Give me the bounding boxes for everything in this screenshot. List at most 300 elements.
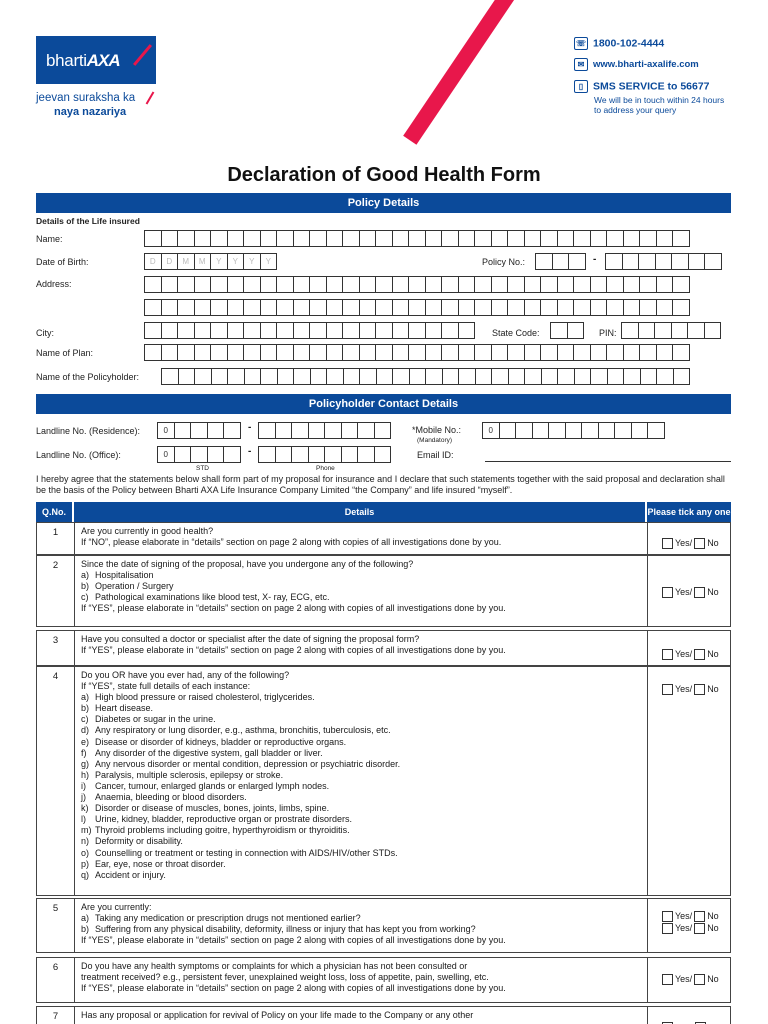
dob-char-box[interactable]: Y [243,253,261,270]
char-box[interactable] [342,299,360,316]
char-box[interactable] [392,368,410,385]
char-box[interactable] [178,368,196,385]
char-box[interactable] [194,276,212,293]
life-insured-subheading: Details of the Life insured [36,216,140,226]
char-box[interactable] [688,253,706,270]
char-box[interactable] [458,368,476,385]
char-box[interactable] [474,230,492,247]
char-box[interactable] [276,344,294,361]
address-line1-field[interactable] [144,276,690,293]
char-box[interactable] [548,422,566,439]
char-box[interactable] [598,422,616,439]
list-item-key: c) [81,714,89,725]
char-box[interactable] [639,344,657,361]
char-box[interactable] [177,230,195,247]
char-box[interactable] [243,344,261,361]
char-box[interactable] [223,422,241,439]
char-box[interactable] [442,368,460,385]
char-box[interactable] [408,322,426,339]
list-item [81,781,641,792]
dob-char-box[interactable]: Y [227,253,245,270]
policy-no-field[interactable] [605,253,722,270]
char-box[interactable] [144,344,162,361]
char-box[interactable] [144,230,162,247]
char-box[interactable] [458,230,476,247]
char-box[interactable] [293,344,311,361]
q5-answer: Yes/ No Yes/ No [648,899,730,934]
char-box[interactable] [308,422,326,439]
char-box[interactable] [425,230,443,247]
list-item-key: a) [81,570,90,581]
char-box[interactable] [409,368,427,385]
char-box[interactable] [243,276,261,293]
char-box[interactable]: 0 [157,446,175,463]
char-box[interactable] [622,253,640,270]
char-box[interactable] [640,368,658,385]
char-box[interactable] [441,299,459,316]
q7-answer [648,1007,730,1024]
char-box[interactable] [425,322,443,339]
char-box[interactable] [474,276,492,293]
char-box[interactable] [557,276,575,293]
char-box[interactable] [623,230,641,247]
char-box[interactable] [524,299,542,316]
char-box[interactable] [672,276,690,293]
landline-residence-label: Landline No. (Residence): [36,426,141,436]
char-box[interactable] [408,230,426,247]
char-box[interactable] [425,276,443,293]
char-box[interactable] [392,344,410,361]
char-box[interactable] [540,230,558,247]
q5a-no-checkbox[interactable] [694,911,705,922]
char-box[interactable] [359,368,377,385]
declaration-text: I hereby agree that the statements below shall form part of my proposal for insurance and I declare that such statements together with the said proposal and declaration shall be the basis of the Policy between Bharti AXA Life Insurance Company Limited “the Company” and life insured “myself”. [36,474,725,495]
dob-char-box[interactable]: M [194,253,212,270]
char-box[interactable] [656,230,674,247]
char-box[interactable] [535,253,553,270]
char-box[interactable] [552,253,570,270]
char-box[interactable] [623,344,641,361]
char-box[interactable] [375,276,393,293]
char-box[interactable] [392,230,410,247]
char-box[interactable] [161,368,179,385]
char-box[interactable] [606,230,624,247]
char-box[interactable] [376,368,394,385]
q4-yes-checkbox[interactable] [662,684,673,695]
char-box[interactable] [359,276,377,293]
char-box[interactable] [687,322,705,339]
char-box[interactable] [260,299,278,316]
char-box[interactable] [631,422,649,439]
char-box[interactable] [293,322,311,339]
char-box[interactable] [177,322,195,339]
char-box[interactable] [374,446,392,463]
landline-office-phone-field[interactable] [258,446,391,463]
char-box[interactable] [210,299,228,316]
char-box[interactable] [324,422,342,439]
char-box[interactable] [342,276,360,293]
char-box[interactable] [374,422,392,439]
web-contact[interactable]: ✉ www.bharti-axalife.com [574,58,699,71]
dob-char-box[interactable]: D [161,253,179,270]
char-box[interactable] [276,276,294,293]
char-box[interactable] [568,253,586,270]
char-box[interactable] [458,344,476,361]
q3-yes-checkbox[interactable] [662,649,673,660]
char-box[interactable] [260,276,278,293]
char-box[interactable] [309,322,327,339]
char-box[interactable] [425,344,443,361]
char-box[interactable] [341,422,359,439]
char-box[interactable] [540,276,558,293]
char-box[interactable] [227,322,245,339]
char-box[interactable] [408,299,426,316]
char-box[interactable] [275,446,293,463]
landline-office-std-field[interactable] [157,446,241,463]
char-box[interactable] [258,446,276,463]
char-box[interactable] [574,368,592,385]
list-item-text: Anaemia, bleeding or blood disorders. [95,792,247,803]
char-box[interactable] [573,299,591,316]
char-box[interactable] [194,322,212,339]
char-box[interactable] [672,230,690,247]
char-box[interactable] [557,344,575,361]
contact-details-header: Policyholder Contact Details [36,394,731,414]
char-box[interactable] [606,299,624,316]
char-box[interactable] [441,322,459,339]
char-box[interactable] [392,276,410,293]
char-box[interactable] [359,344,377,361]
char-box[interactable] [326,322,344,339]
q5a-yes-checkbox[interactable] [662,911,673,922]
char-box[interactable] [541,368,559,385]
char-box[interactable] [623,368,641,385]
char-box[interactable] [425,368,443,385]
list-item [81,592,641,603]
char-box[interactable] [507,299,525,316]
char-box[interactable] [441,276,459,293]
char-box[interactable] [524,276,542,293]
char-box[interactable] [276,322,294,339]
char-box[interactable] [567,322,585,339]
char-box[interactable] [275,422,293,439]
char-box[interactable] [309,276,327,293]
char-box[interactable] [161,344,179,361]
dob-char-box[interactable]: M [177,253,195,270]
char-box[interactable] [342,230,360,247]
char-box[interactable] [408,344,426,361]
city-field[interactable] [144,322,475,339]
char-box[interactable] [260,230,278,247]
char-box[interactable] [623,276,641,293]
char-box[interactable] [524,344,542,361]
state-code-field[interactable] [550,322,584,339]
list-item [81,913,641,924]
char-box[interactable] [408,276,426,293]
char-box[interactable] [532,422,550,439]
q5b-no-checkbox[interactable] [694,923,705,934]
char-box[interactable] [475,368,493,385]
char-box[interactable] [190,446,208,463]
char-box[interactable] [243,322,261,339]
char-box[interactable] [244,368,262,385]
list-item-key: k) [81,803,89,814]
char-box[interactable] [672,299,690,316]
char-box[interactable] [277,368,295,385]
char-box[interactable] [291,446,309,463]
char-box[interactable] [357,446,375,463]
char-box[interactable] [639,276,657,293]
dob-char-box[interactable]: Y [260,253,278,270]
email-field[interactable] [485,461,731,462]
char-box[interactable] [573,344,591,361]
char-box[interactable] [474,299,492,316]
char-box[interactable] [227,344,245,361]
char-box[interactable] [293,299,311,316]
char-box[interactable] [190,422,208,439]
q1-no-checkbox[interactable] [694,538,705,549]
char-box[interactable] [375,344,393,361]
char-box[interactable] [458,299,476,316]
q2-no-checkbox[interactable] [694,587,705,598]
col-tick: Please tick any one [647,502,731,522]
char-box[interactable] [392,322,410,339]
char-box[interactable] [573,276,591,293]
char-box[interactable] [623,299,641,316]
char-box[interactable] [326,368,344,385]
char-box[interactable] [621,322,639,339]
char-box[interactable] [343,368,361,385]
char-box[interactable] [177,299,195,316]
char-box[interactable] [359,322,377,339]
char-box[interactable] [557,368,575,385]
char-box[interactable] [606,276,624,293]
char-box[interactable] [260,344,278,361]
char-box[interactable] [227,230,245,247]
list-item-text: Heart disease. [95,703,154,714]
char-box[interactable] [341,446,359,463]
char-box[interactable] [276,299,294,316]
char-box[interactable] [614,422,632,439]
char-box[interactable] [227,368,245,385]
char-box[interactable] [606,344,624,361]
char-box[interactable] [590,299,608,316]
char-box[interactable] [309,344,327,361]
char-box[interactable] [638,253,656,270]
char-box[interactable] [227,299,245,316]
char-box[interactable] [309,299,327,316]
char-box[interactable] [161,322,179,339]
dob-char-box[interactable]: D [144,253,162,270]
char-box[interactable] [557,299,575,316]
char-box[interactable] [656,368,674,385]
char-box[interactable] [293,368,311,385]
char-box[interactable] [638,322,656,339]
char-box[interactable] [540,344,558,361]
char-box[interactable] [590,276,608,293]
q5b-yes-checkbox[interactable] [662,923,673,934]
char-box[interactable]: 0 [157,422,175,439]
char-box[interactable] [441,230,459,247]
char-box[interactable] [491,276,509,293]
char-box[interactable] [550,322,568,339]
char-box[interactable] [507,344,525,361]
char-box[interactable] [656,276,674,293]
q6-no-checkbox[interactable] [694,974,705,985]
mobile-field[interactable] [482,422,665,439]
char-box[interactable] [672,344,690,361]
char-box[interactable] [194,299,212,316]
char-box[interactable] [194,344,212,361]
landline-residence-std-field[interactable] [157,422,241,439]
char-box[interactable] [565,422,583,439]
char-box[interactable] [704,253,722,270]
char-box[interactable] [639,230,657,247]
char-box[interactable] [243,230,261,247]
char-box[interactable] [375,299,393,316]
char-box[interactable] [309,230,327,247]
char-box[interactable] [276,230,294,247]
char-box[interactable] [557,230,575,247]
char-box[interactable] [210,344,228,361]
address-line2-field[interactable] [144,299,690,316]
q4-no-checkbox[interactable] [694,684,705,695]
char-box[interactable] [291,422,309,439]
char-box[interactable] [174,446,192,463]
plan-field[interactable] [144,344,690,361]
char-box[interactable] [207,422,225,439]
char-box[interactable] [161,299,179,316]
char-box[interactable] [223,446,241,463]
char-box[interactable] [210,230,228,247]
char-box[interactable] [499,422,517,439]
char-box[interactable] [508,368,526,385]
q2-yes-checkbox[interactable] [662,587,673,598]
char-box[interactable] [308,446,326,463]
char-box[interactable] [491,299,509,316]
char-box[interactable] [342,322,360,339]
char-box[interactable] [392,299,410,316]
q3-no-checkbox[interactable] [694,649,705,660]
char-box[interactable] [441,344,459,361]
char-box[interactable] [227,276,245,293]
char-box[interactable] [194,368,212,385]
char-box[interactable] [144,299,162,316]
char-box[interactable] [326,299,344,316]
char-box[interactable] [573,230,591,247]
policy-no-field-prefix[interactable] [535,253,586,270]
char-box[interactable] [458,322,476,339]
char-box[interactable] [260,368,278,385]
char-box[interactable] [375,230,393,247]
char-box[interactable] [491,230,509,247]
list-item [81,792,641,803]
char-box[interactable] [605,253,623,270]
char-box[interactable] [359,299,377,316]
char-box[interactable] [326,276,344,293]
char-box[interactable] [211,368,229,385]
char-box[interactable] [607,368,625,385]
char-box[interactable] [581,422,599,439]
char-box[interactable] [174,422,192,439]
dob-field[interactable] [144,253,277,270]
char-box[interactable] [177,344,195,361]
char-box[interactable] [194,230,212,247]
q6-yes-checkbox[interactable] [662,974,673,985]
char-box[interactable] [671,322,689,339]
char-box[interactable] [647,422,665,439]
char-box[interactable] [654,322,672,339]
char-box[interactable] [293,276,311,293]
char-box[interactable] [425,299,443,316]
char-box[interactable] [161,276,179,293]
char-box[interactable] [458,276,476,293]
char-box[interactable] [326,344,344,361]
char-box[interactable] [474,344,492,361]
char-box[interactable] [704,322,722,339]
char-box[interactable] [639,299,657,316]
question-row-2: 2 Since the date of signing of the proposal, have you undergone any of the following? a) Hospitalisation b) Operation / Surgery c) Pathological examinations like blood test, X- ray, ECG, etc. If “YES”, please elaborate in “details” section on page 2 along with copies of all investigations done by you. Yes/ No [36,555,731,627]
char-box[interactable] [293,230,311,247]
char-box[interactable] [357,422,375,439]
char-box[interactable] [540,299,558,316]
char-box[interactable] [326,230,344,247]
char-box[interactable] [144,322,162,339]
char-box[interactable] [491,344,509,361]
char-box[interactable] [673,368,691,385]
char-box[interactable] [324,446,342,463]
char-box[interactable] [507,230,525,247]
char-box[interactable] [342,344,360,361]
char-box[interactable] [243,299,261,316]
list-item-text: Disorder or disease of muscles, bones, joints, limbs, spine. [95,803,330,814]
char-box[interactable] [375,322,393,339]
char-box[interactable] [524,368,542,385]
char-box[interactable] [260,322,278,339]
char-box[interactable] [210,276,228,293]
char-box[interactable] [491,368,509,385]
char-box[interactable] [177,276,195,293]
list-item-text: Cancer, tumour, enlarged glands or enlarged lymph nodes. [95,780,330,791]
dob-char-box[interactable]: Y [210,253,228,270]
char-box[interactable] [671,253,689,270]
char-box[interactable] [656,344,674,361]
q1-yes-checkbox[interactable] [662,538,673,549]
char-box[interactable] [258,422,276,439]
char-box[interactable] [207,446,225,463]
name-field[interactable] [144,230,690,247]
char-box[interactable] [310,368,328,385]
char-box[interactable] [515,422,533,439]
char-box[interactable] [524,230,542,247]
char-box[interactable] [590,344,608,361]
char-box[interactable] [507,276,525,293]
char-box[interactable] [656,299,674,316]
landline-residence-phone-field[interactable] [258,422,391,439]
char-box[interactable]: 0 [482,422,500,439]
pin-field[interactable] [621,322,721,339]
char-box[interactable] [144,276,162,293]
char-box[interactable] [161,230,179,247]
list-item-key: i) [81,780,86,791]
char-box[interactable] [210,322,228,339]
policyholder-field[interactable] [161,368,690,385]
char-box[interactable] [655,253,673,270]
list-item [81,836,641,847]
char-box[interactable] [590,230,608,247]
char-box[interactable] [359,230,377,247]
char-box[interactable] [590,368,608,385]
